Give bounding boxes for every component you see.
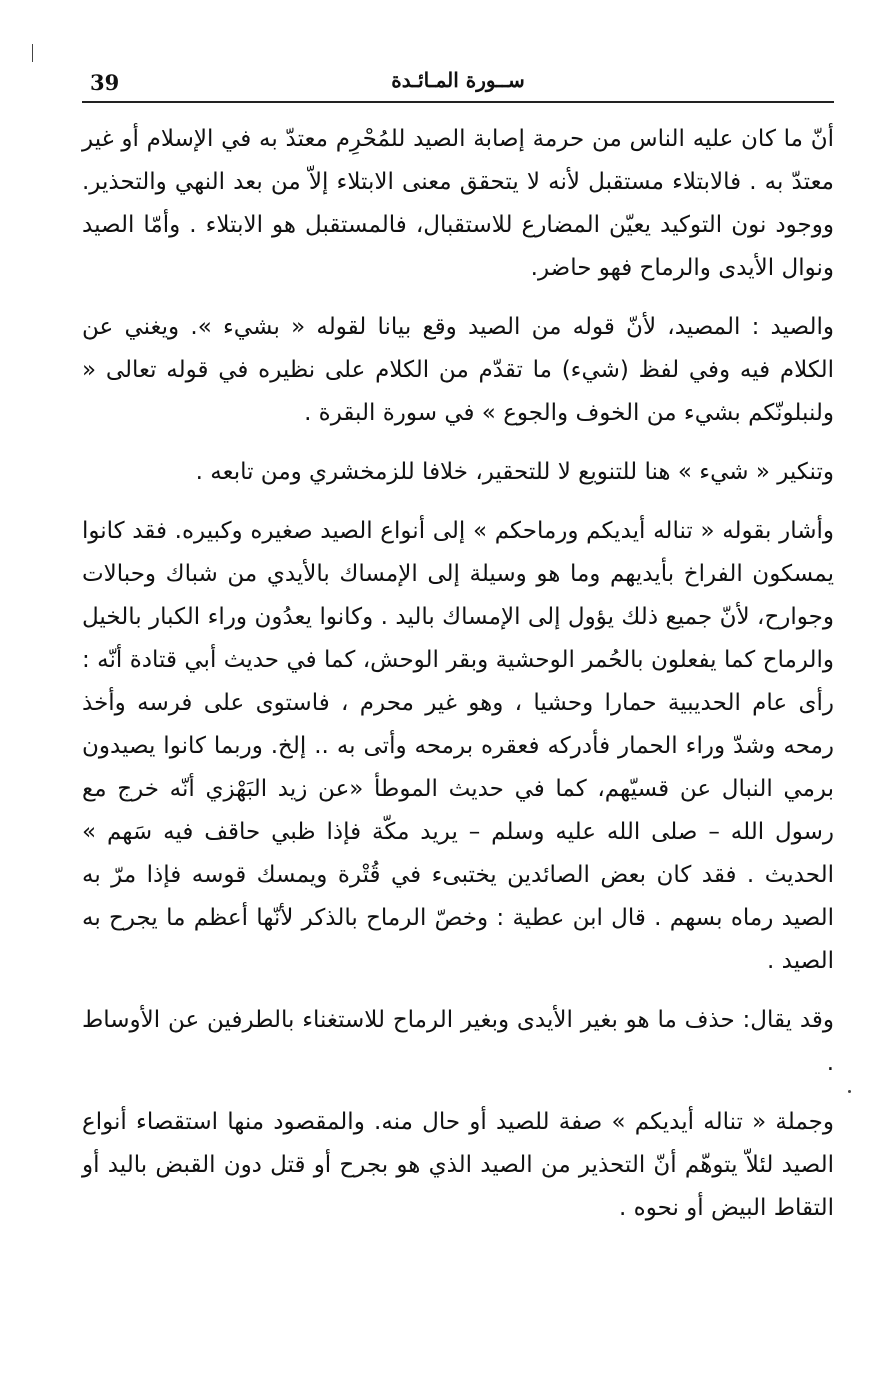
- header-divider: [82, 101, 834, 103]
- paragraph-4: وأشار بقوله « تناله أيديكم ورماحكم » إلى أنواع الصيد صغيره وكبيره. فقد كانوا يمسكون الفراخ بأيديهم وما هو وسيلة إلى الإمساك بالأيدي من شباك وحبالات وجوارح، لأنّ جميع ذلك يؤول إلى الإمساك باليد . وكانوا يعدُون وراء الكبار بالخيل والرماح كما يفعلون بالحُمر الوحشية وبقر الوحش، كما في حديث أبي قتادة أنّه : رأى عام الحديبية حمارا وحشيا ، وهو غير محرم ، فاستوى على فرسه وأخذ رمحه وشدّ وراء الحمار فأدركه فعقره برمحه وأتى به .. إلخ. وربما كانوا يصيدون برمي النبال عن قسيّهم، كما في حديث الموطأ «عن زيد البَهْزي أنّه خرج مع رسول الله – صلى الله عليه وسلم – يريد مكّة فإذا ظبي حاقف فيه سَهم » الحديث . فقد كان بعض الصائدين يختبىء في قُتْرة ويمسك قوسه فإذا مرّ به الصيد رماه بسهم . قال ابن عطية : وخصّ الرماح بالذكر لأنّها أعظم ما يجرح به الصيد .: [82, 518, 834, 974]
- surah-title: ســورة المـائـدة: [391, 68, 525, 92]
- page-header: [82, 64, 834, 100]
- scan-mark: [32, 44, 33, 62]
- paragraph-3: وتنكير « شيء » هنا للتنويع لا للتحقير، خلافا للزمخشري ومن تابعه .: [195, 459, 834, 485]
- paragraph-2: والصيد : المصيد، لأنّ قوله من الصيد وقع بيانا لقوله « بشيء ». ويغني عن الكلام فيه وفي لفظ (شيء) ما تقدّم من الكلام على نظيره في قوله تعالى « ولنبلونّكم بشيء من الخوف والجوع » في سورة البقرة .: [82, 314, 834, 426]
- scan-dot: [848, 1090, 851, 1093]
- page-body: [82, 118, 834, 1246]
- paragraph-5: وقد يقال: حذف ما هو بغير الأيدى وبغير الرماح للاستغناء بالطرفين عن الأوساط .: [82, 1007, 834, 1076]
- paragraph-6: وجملة « تناله أيديكم » صفة للصيد أو حال منه. والمقصود منها استقصاء أنواع الصيد لئلاّ يتوهّم أنّ التحذير من الصيد الذي هو بجرح أو قتل دون القبض باليد أو التقاط البيض أو نحوه .: [82, 1109, 834, 1221]
- page-number: 39: [90, 70, 120, 95]
- paragraph-1: أنّ ما كان عليه الناس من حرمة إصابة الصيد للمُحْرِم معتدّ به في الإسلام أو غير معتدّ به . فالابتلاء مستقبل لأنه لا يتحقق معنى الابتلاء إلاّ من بعد النهي والتحذير. ووجود نون التوكيد يعيّن المضارع للاستقبال، فالمستقبل هو الابتلاء . وأمّا الصيد ونوال الأيدى والرماح فهو حاضر.: [82, 126, 834, 281]
